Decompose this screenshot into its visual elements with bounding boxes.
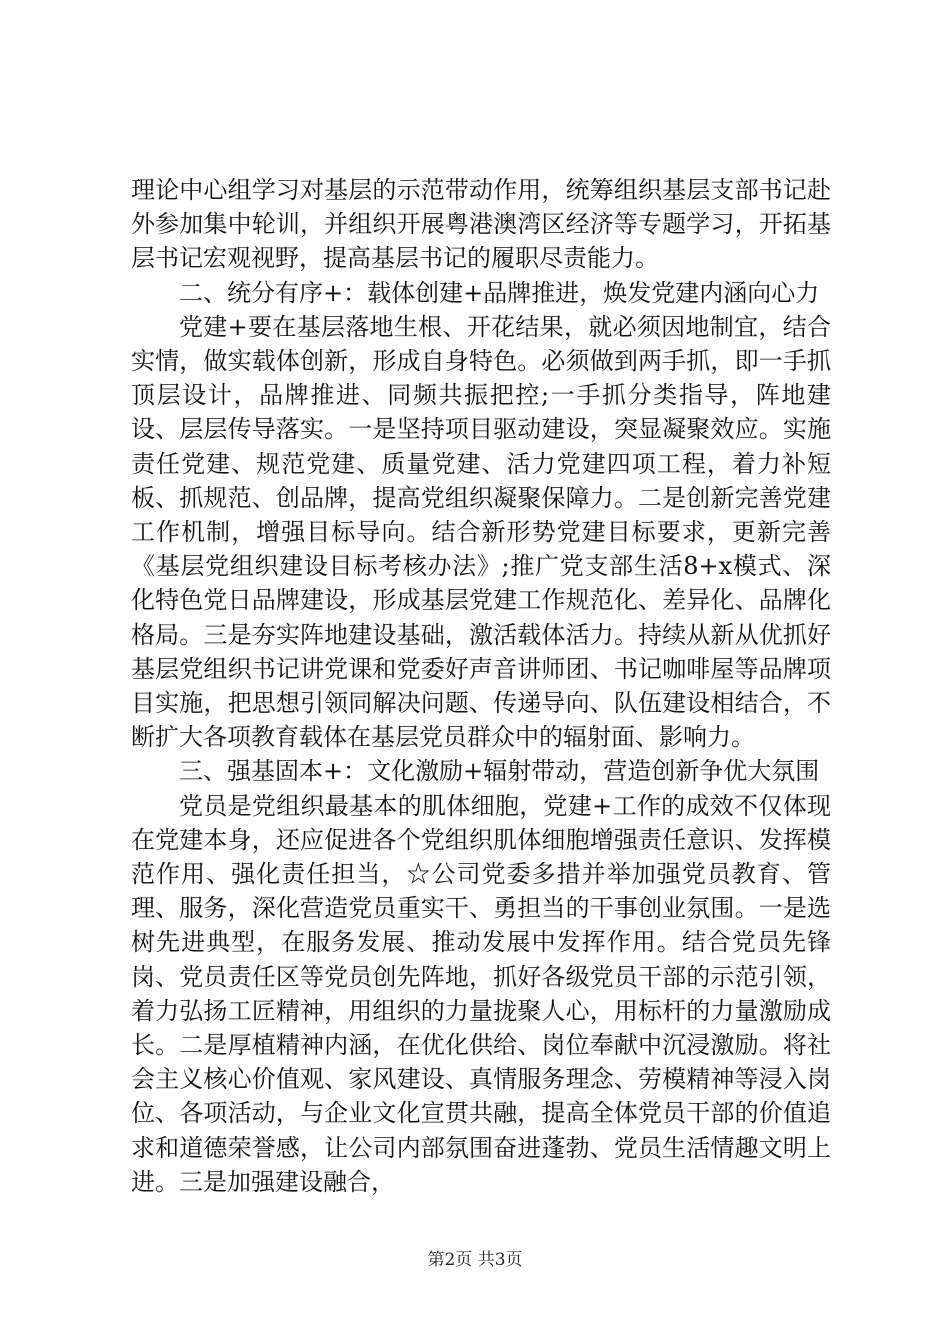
paragraph-section-3: 党员是党组织最基本的肌体细胞，党建+工作的成效不仅体现在党建本身，还应促进各个党组织肌体细胞增强责任意识、发挥模范作用、强化责任担当，☆公司党委多措并举加强党员教育、管理、服务，深化营造党员重实干、勇担当的干事创业氛围。一是选树先进典型，在服务发展、推动发展中发挥作用。结合党员先锋岗、党员责任区等党员创先阵地，抓好各级党员干部的示范引领，着力弘扬工匠精神，用组织的力量拢聚人心，用标杆的力量激励成长。二是厚植精神内涵，在优化供给、岗位奉献中沉浸激励。将社会主义核心价值观、家风建设、真情服务理念、劳模精神等浸入岗位、各项活动，与企业文化宣贯共融，提高全体党员干部的价值追求和道德荣誉感，让公司内部氛围奋进蓬勃、党员生活情趣文明上进。三是加强建设融合， [131,791,831,1196]
paragraph-section-2: 党建+要在基层落地生根、开花结果，就必须因地制宜，结合实情，做实载体创新，形成自身特色。必须做到两手抓，即一手抓顶层设计，品牌推进、同频共振把控;一手抓分类指导，阵地建设、层层传导落实。一是坚持项目驱动建设，突显凝聚效应。实施责任党建、规范党建、质量党建、活力党建四项工程，着力补短板、抓规范、创品牌，提高党组织凝聚保障力。二是创新完善党建工作机制，增强目标导向。结合新形势党建目标要求，更新完善《基层党组织建设目标考核办法》;推广党支部生活8+x模式、深化特色党日品牌建设，形成基层党建工作规范化、差异化、品牌化格局。三是夯实阵地建设基础，激活载体活力。持续从新从优抓好基层党组织书记讲党课和党委好声音讲师团、书记咖啡屋等品牌项目实施，把思想引领同解决问题、传递导向、队伍建设相结合，不断扩大各项教育载体在基层党员群众中的辐射面、影响力。 [131,312,831,752]
page-footer: 第2页 共3页 [427,1250,523,1270]
document-body [131,173,831,1199]
paragraph-intro: 理论中心组学习对基层的示范带动作用，统筹组织基层支部书记赴外参加集中轮训，并组织开展粤港澳湾区经济等专题学习，开拓基层书记宏观视野，提高基层书记的履职尽责能力。 [131,176,831,273]
section-heading-3: 三、强基固本+：文化激励+辐射带动，营造创新争优大氛围 [179,757,820,786]
section-heading-2: 二、统分有序+：载体创建+品牌推进，焕发党建内涵向心力 [179,278,820,307]
